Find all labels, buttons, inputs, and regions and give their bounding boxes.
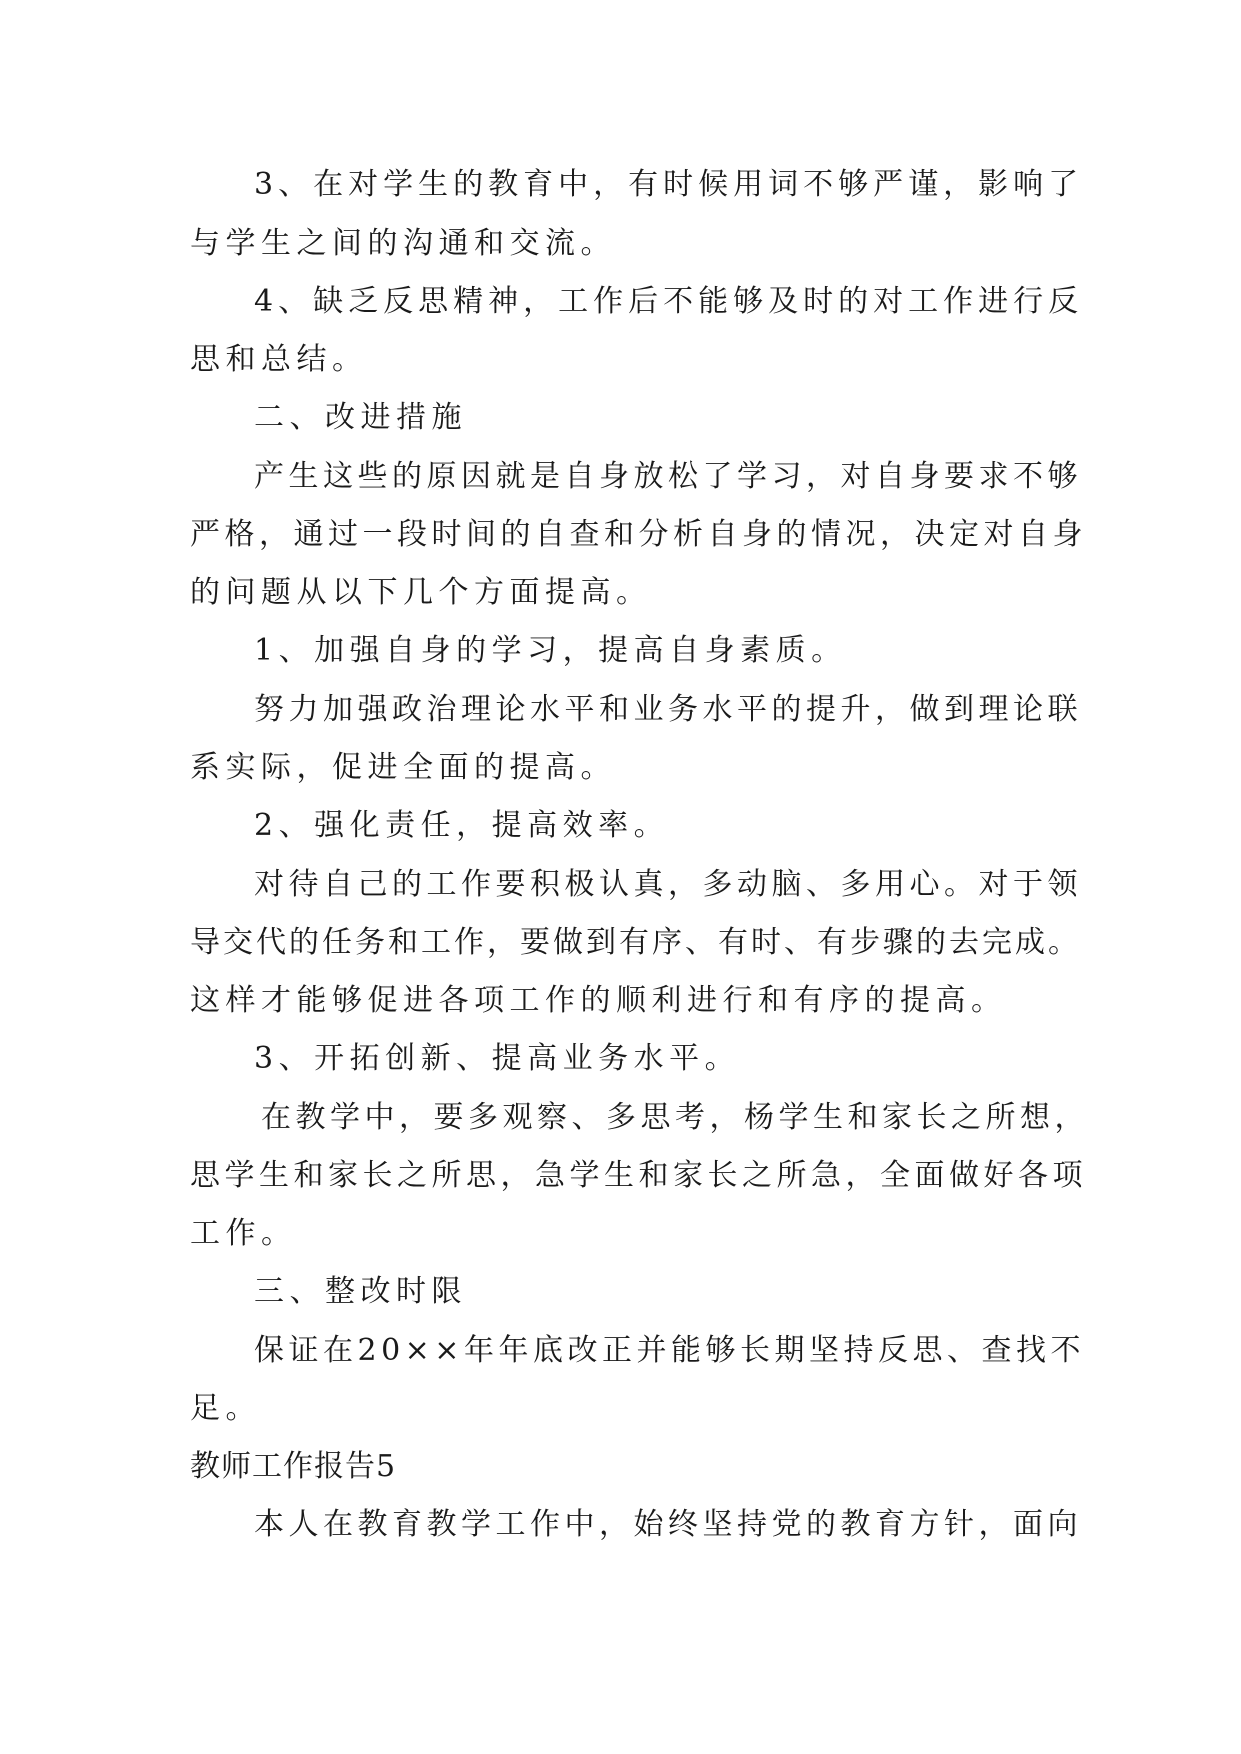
text-line: 3、开拓创新、提高业务水平。 [254, 1041, 741, 1076]
text-line: 与学生之间的沟通和交流。 [190, 226, 616, 261]
text-line: 3、在对学生的教育中，有时候用词不够严谨，影响了 [254, 167, 1084, 202]
text-line: 在教学中，要多观察、多思考，杨学生和家长之所想， [261, 1100, 1089, 1135]
text-line: 4、缺乏反思精神，工作后不能够及时的对工作进行反 [254, 284, 1084, 319]
text-line: 本人在教育教学工作中，始终坚持党的教育方针，面向 [254, 1507, 1082, 1542]
text-line: 努力加强政治理论水平和业务水平的提升，做到理论联 [254, 692, 1082, 727]
text-line: 思学生和家长之所思，急学生和家长之所急，全面做好各项 [190, 1158, 1087, 1193]
text-line: 对待自己的工作要积极认真，多动脑、多用心。对于领 [254, 867, 1082, 902]
text-line: 的问题从以下几个方面提高。 [190, 575, 652, 610]
text-line: 保证在20××年年底改正并能够长期坚持反思、查找不 [254, 1333, 1085, 1368]
text-line: 2、强化责任，提高效率。 [254, 808, 670, 843]
text-line: 思和总结。 [190, 342, 368, 377]
text-line: 系实际，促进全面的提高。 [190, 750, 616, 785]
section-heading: 二、改进措施 [254, 400, 467, 435]
text-line: 严格，通过一段时间的自查和分析自身的情况，决定对自身 [190, 517, 1087, 552]
text-line: 这样才能够促进各项工作的顺利进行和有序的提高。 [190, 983, 1007, 1018]
text-line: 导交代的任务和工作，要做到有序、有时、有步骤的去完成。 [190, 925, 1081, 960]
text-line: 产生这些的原因就是自身放松了学习，对自身要求不够 [254, 459, 1082, 494]
document-title: 教师工作报告5 [190, 1449, 397, 1484]
text-line: 1、加强自身的学习，提高自身素质。 [254, 633, 847, 668]
text-line: 工作。 [190, 1216, 297, 1251]
text-line: 足。 [190, 1391, 261, 1426]
section-heading: 三、整改时限 [254, 1274, 467, 1309]
